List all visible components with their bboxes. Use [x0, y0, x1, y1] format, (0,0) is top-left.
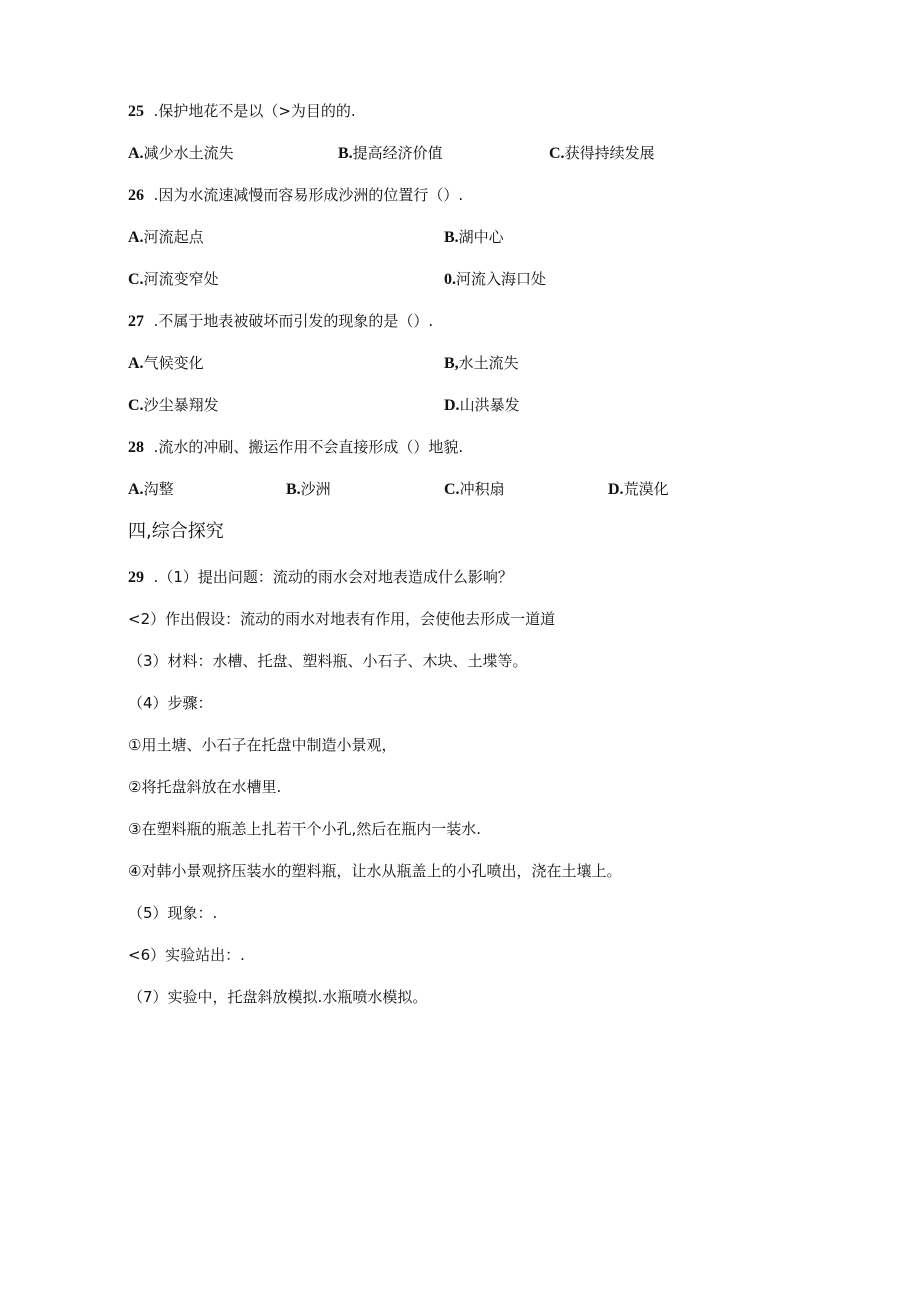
option-28-a[interactable]: A.沟整 — [128, 480, 174, 498]
question-29-line-9: （5）现象：. — [128, 904, 218, 922]
question-29-line-1: 29 .（1）提出问题：流动的雨水会对地表造成什么影响？ — [128, 568, 513, 586]
option-27-b[interactable]: B,水土流失 — [444, 354, 519, 372]
question-number: 25 — [128, 103, 144, 120]
option-27-d[interactable]: D.山洪暴发 — [444, 396, 520, 414]
option-26-b[interactable]: B.湖中心 — [444, 228, 504, 246]
option-25-a[interactable]: A.减少水土流失 — [128, 144, 234, 162]
question-25-stem — [128, 100, 356, 123]
option-27-c[interactable]: C.沙尘暴翔发 — [128, 396, 219, 414]
question-29-line-2: <2）作出假设：流动的雨水对地表有作用，会使他去形成一道道 — [128, 610, 556, 628]
option-28-d[interactable]: D.荒漠化 — [608, 480, 669, 498]
option-28-c[interactable]: C.冲积扇 — [444, 480, 505, 498]
question-text: .因为水流速减慢而容易形成沙洲的位置行（）. — [153, 186, 464, 204]
question-number: 29 — [128, 569, 144, 586]
question-29-line-4: （4）步骤： — [128, 694, 213, 712]
question-number: 26 — [128, 187, 144, 204]
question-text: .不属于地表被破坏而引发的现象的是（）. — [153, 312, 434, 330]
question-29-line-10: <6）实验站出：. — [128, 946, 245, 964]
question-29-line-8: ④对韩小景观挤压装水的塑料瓶，让水从瓶盖上的小孔喷出，浇在土壤上。 — [128, 862, 622, 880]
question-29-line-7: ③在塑料瓶的瓶恙上扎若干个小孔,然后在瓶内一装水. — [128, 820, 481, 838]
question-29-line-6: ②将托盘斜放在水槽里. — [128, 778, 282, 796]
option-26-d[interactable]: 0.河流入海口处 — [444, 270, 547, 288]
question-29-line-3: （3）材料：水槽、托盘、塑料瓶、小石子、木块、土堞等。 — [128, 652, 528, 670]
option-25-c[interactable]: C.获得持续发展 — [549, 144, 655, 162]
question-27-stem — [128, 310, 433, 333]
option-25-b[interactable]: B.提高经济价值 — [338, 144, 443, 162]
option-26-c[interactable]: C.河流变窄处 — [128, 270, 219, 288]
question-28-stem — [128, 436, 463, 459]
question-text: .流水的冲刷、搬运作用不会直接形成（）地貌. — [153, 438, 464, 456]
question-26-stem — [128, 184, 463, 207]
question-text: .保护地花不是以（>为目的的. — [153, 102, 356, 120]
option-27-a[interactable]: A.气候变化 — [128, 354, 204, 372]
section-title: 四,综合探究 — [128, 521, 224, 542]
option-26-a[interactable]: A.河流起点 — [128, 228, 204, 246]
option-28-b[interactable]: B.沙洲 — [286, 480, 331, 498]
question-number: 28 — [128, 439, 144, 456]
question-29-line-5: ①用土塘、小石子在托盘中制造小景观， — [128, 736, 397, 754]
question-29-line-11: （7）实验中，托盘斜放模拟.水瓶喷水模拟。 — [128, 988, 428, 1006]
question-number: 27 — [128, 313, 144, 330]
